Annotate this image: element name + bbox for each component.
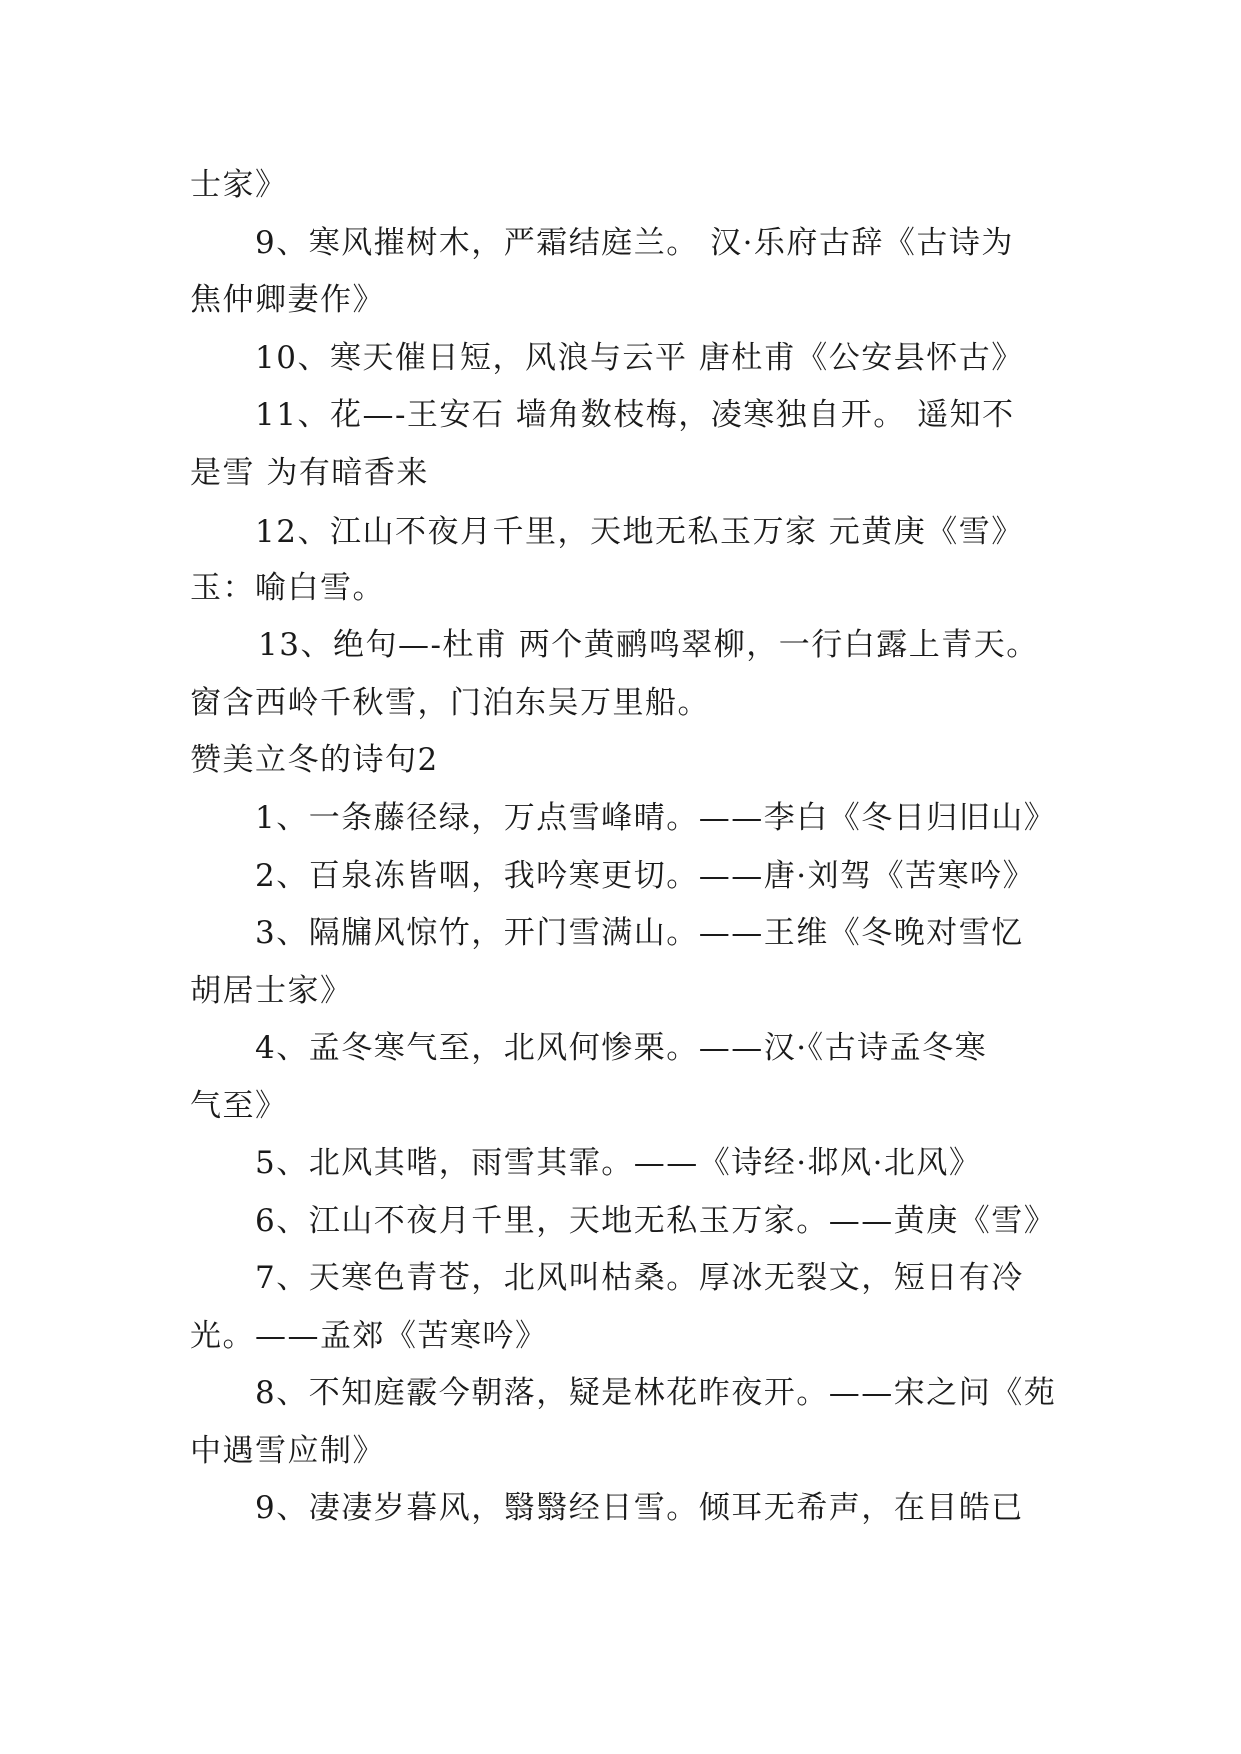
text-line: 4、孟冬寒气至，北风何惨栗。——汉·《古诗孟冬寒 — [255, 1030, 988, 1066]
text-line: 光。——孟郊《苦寒吟》 — [190, 1318, 548, 1354]
text-line: 胡居士家》 — [190, 973, 353, 1009]
text-line: 6、江山不夜月千里，天地无私玉万家。——黄庚《雪》 — [255, 1203, 1057, 1239]
text-line: 中遇雪应制》 — [190, 1433, 385, 1469]
text-line: 9、寒风摧树木，严霜结庭兰。 汉·乐府古辞《古诗为 — [255, 225, 1014, 261]
text-line: 13、绝句—-杜甫 两个黄鹂鸣翠柳，一行白露上青天。 — [258, 627, 1039, 663]
text-line: 8、不知庭霰今朝落，疑是林花昨夜开。——宋之问《苑 — [255, 1375, 1057, 1411]
text-line: 7、天寒色青苍，北风叫枯桑。厚冰无裂文，短日有冷 — [255, 1260, 1024, 1296]
text-line: 9、凄凄岁暮风，翳翳经日雪。倾耳无希声，在目皓已 — [255, 1490, 1024, 1526]
text-line: 是雪 为有暗香来 — [190, 455, 429, 491]
text-line: 2、百泉冻皆咽，我吟寒更切。——唐·刘驾《苦寒吟》 — [255, 858, 1036, 894]
text-line: 气至》 — [190, 1088, 288, 1124]
section-heading: 赞美立冬的诗句2 — [190, 742, 439, 778]
text-line: 11、花—-王安石 墙角数枝梅，凌寒独自开。 遥知不 — [255, 397, 1015, 433]
text-line: 3、隔牖风惊竹，开门雪满山。——王维《冬晚对雪忆 — [255, 915, 1024, 951]
text-line: 1、一条藤径绿，万点雪峰晴。——李白《冬日归旧山》 — [255, 800, 1057, 836]
text-line: 5、北风其喈，雨雪其霏。——《诗经·邶风·北风》 — [255, 1145, 982, 1181]
text-line: 焦仲卿妻作》 — [190, 282, 385, 318]
text-line: 窗含西岭千秋雪，门泊东吴万里船。 — [190, 685, 710, 721]
text-line: 玉：喻白雪。 — [190, 570, 385, 606]
text-line: 12、江山不夜月千里，天地无私玉万家 元黄庚《雪》 — [255, 514, 1024, 550]
text-line: 士家》 — [190, 167, 288, 203]
text-line: 10、寒天催日短，风浪与云平 唐杜甫《公安县怀古》 — [255, 340, 1024, 376]
